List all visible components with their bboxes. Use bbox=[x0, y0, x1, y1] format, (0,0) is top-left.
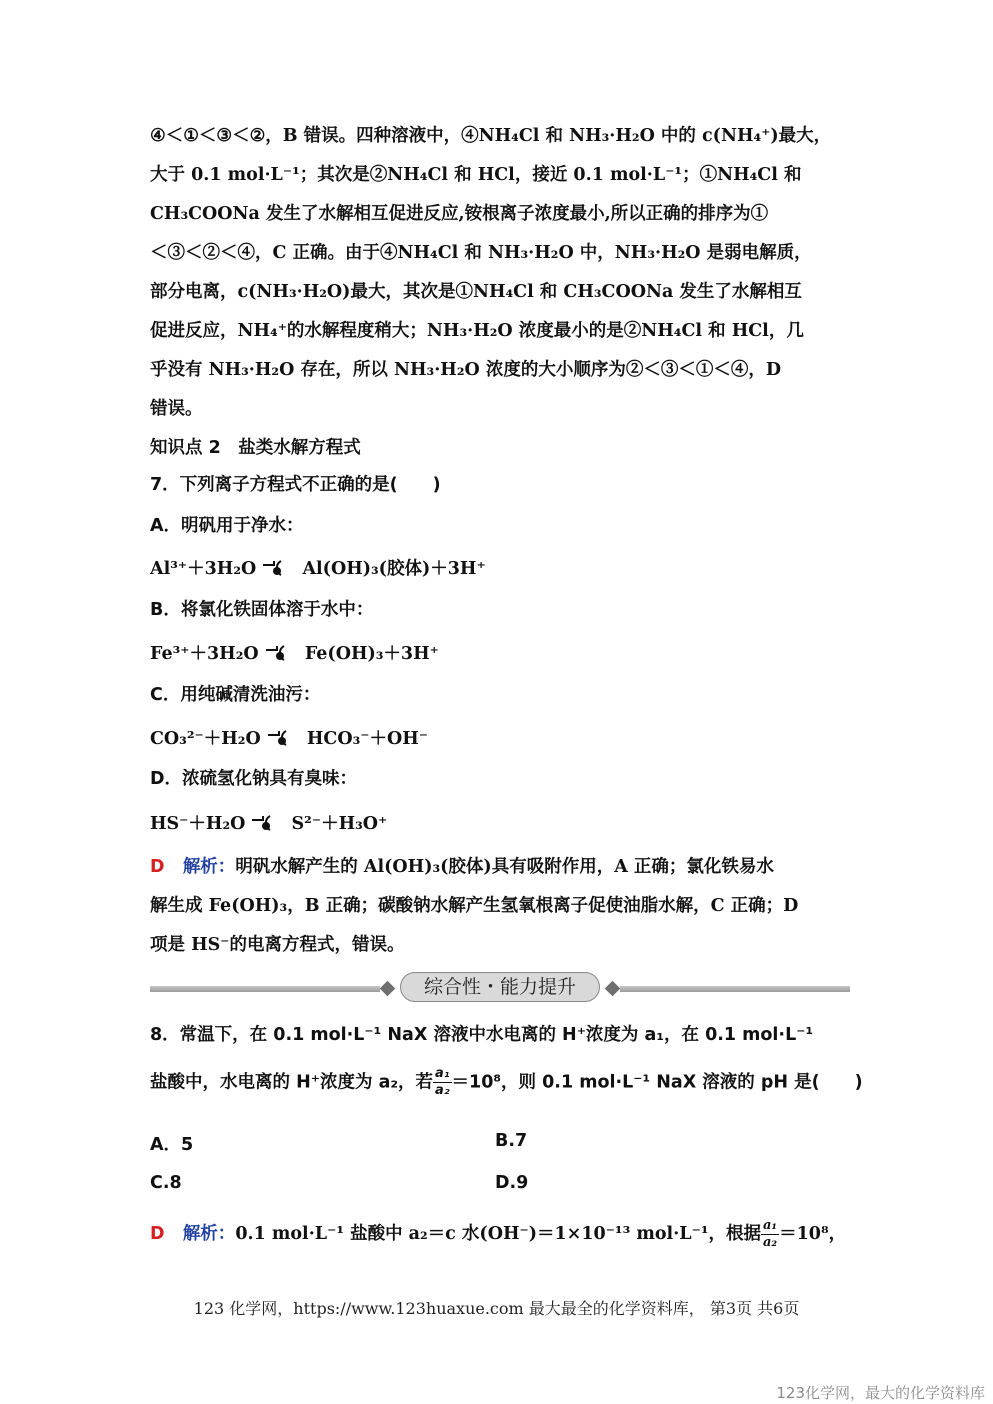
analysis-line: 部分电离，c(NH₃·H₂O)最大，其次是①NH₄Cl 和 CH₃COONa 发生了水解相互 bbox=[150, 282, 802, 302]
answer-letter: D bbox=[150, 857, 165, 877]
option-c: C.8 bbox=[150, 1173, 182, 1193]
analysis-label: 解析： bbox=[182, 857, 236, 877]
reversible-arrow-icon bbox=[251, 814, 285, 832]
reversible-arrow-icon bbox=[265, 644, 299, 662]
section-heading: 知识点 2 盐类水解方程式 bbox=[150, 438, 361, 458]
equation-right: Al(OH)₃(胶体)＋3H⁺ bbox=[302, 559, 486, 579]
equation-right: Fe(OH)₃＋3H⁺ bbox=[304, 644, 439, 664]
question-7-stem: 7．下列离子方程式不正确的是( ) bbox=[150, 475, 441, 495]
analysis-line: ＜③＜②＜④，C 正确。由于④NH₄Cl 和 NH₃·H₂O 中，NH₃·H₂O 是弱电解质， bbox=[150, 243, 812, 263]
analysis-line: 错误。 bbox=[150, 399, 203, 419]
reversible-arrow-icon bbox=[267, 729, 301, 747]
page-footer: 123 化学网，https://www.123huaxue.com 最大最全的化学资料库， 第3页 共6页 bbox=[193, 1299, 800, 1318]
option-a-label: A．明矾用于净水： bbox=[150, 516, 304, 536]
analysis-text: 明矾水解产生的 Al(OH)₃(胶体)具有吸附作用，A 正确；氯化铁易水 bbox=[235, 857, 774, 877]
question-8-stem-line2: 盐酸中，水电离的 H⁺浓度为 a₂，若 $\frac{\text{a₁}}{\text{a₂}}$ ＝10⁸，则 0.1 mol·L⁻¹ NaX 溶液的 pH 是( ) bbox=[150, 1066, 863, 1098]
option-d-equation bbox=[150, 810, 850, 835]
q7-analysis-line: 项是 HS⁻的电离方程式，错误。 bbox=[150, 935, 405, 955]
analysis-line: 促进反应，NH₄⁺的水解程度稍大；NH₃·H₂O 浓度最小的是②NH₄Cl 和 HCl，几 bbox=[150, 321, 804, 341]
equation-right: S²⁻＋H₃O⁺ bbox=[291, 814, 388, 834]
q7-analysis-line: 解生成 Fe(OH)₃，B 正确；碳酸钠水解产生氢氧根离子促使油脂水解，C 正确；D bbox=[150, 896, 799, 916]
option-c-equation bbox=[150, 725, 850, 750]
equation-left: Fe³⁺＋3H₂O bbox=[150, 644, 259, 664]
option-b-equation bbox=[150, 640, 850, 665]
diamond-icon bbox=[605, 981, 621, 997]
analysis-line: 乎没有 NH₃·H₂O 存在，所以 NH₃·H₂O 浓度的大小顺序为②＜③＜①＜④，D bbox=[150, 360, 782, 380]
analysis-line: ④＜①＜③＜②，B 错误。四种溶液中，④NH₄Cl 和 NH₃·H₂O 中的 c(NH₄⁺)最大， bbox=[150, 126, 832, 146]
equation-right: HCO₃⁻＋OH⁻ bbox=[306, 729, 428, 749]
option-a: A．5 bbox=[150, 1135, 194, 1155]
fraction-a1-a2: $\frac{\text{a₁}}{\text{a₂}}$ bbox=[435, 1066, 450, 1098]
analysis-line: CH₃COONa 发生了水解相互促进反应,铵根离子浓度最小,所以正确的排序为① bbox=[150, 204, 769, 224]
equation-left: HS⁻＋H₂O bbox=[150, 814, 246, 834]
analysis-label: 解析： bbox=[182, 1224, 236, 1244]
q7-analysis-line bbox=[150, 853, 850, 878]
equation-left: CO₃²⁻＋H₂O bbox=[150, 729, 261, 749]
option-d: D.9 bbox=[495, 1173, 529, 1193]
fraction-a1-a2: $\frac{\text{a₁}}{\text{a₂}}$ bbox=[763, 1218, 778, 1250]
option-c-label: C．用纯碱清洗油污： bbox=[150, 685, 321, 705]
option-d-label: D．浓硫氢化钠具有臭味： bbox=[150, 769, 358, 789]
section-divider bbox=[150, 972, 850, 1002]
option-b-label: B．将氯化铁固体溶于水中： bbox=[150, 600, 374, 620]
analysis-line: 大于 0.1 mol·L⁻¹；其次是②NH₄Cl 和 HCl，接近 0.1 mol·L⁻¹；①NH₄Cl 和 bbox=[150, 165, 802, 185]
answer-letter: D bbox=[150, 1224, 165, 1244]
option-b: B.7 bbox=[495, 1131, 528, 1151]
section-banner: 综合性・能力提升 bbox=[400, 972, 600, 1002]
question-8-stem: 8．常温下，在 0.1 mol·L⁻¹ NaX 溶液中水电离的 H⁺浓度为 a₁，在 0.1 mol·L⁻¹ bbox=[150, 1025, 814, 1045]
diamond-icon bbox=[380, 981, 396, 997]
option-a-equation bbox=[150, 555, 850, 580]
q8-analysis-line: D 解析：0.1 mol·L⁻¹ 盐酸中 a₂＝c 水(OH⁻)＝1×10⁻¹³ mol·L⁻¹，根据 $\frac{\text{a₁}}{\text{a₂}}$ ＝10⁸， bbox=[150, 1218, 847, 1250]
equation-left: Al³⁺＋3H₂O bbox=[150, 559, 257, 579]
watermark: 123化学网，最大的化学资料库 bbox=[776, 1384, 985, 1402]
reversible-arrow-icon bbox=[262, 559, 296, 577]
